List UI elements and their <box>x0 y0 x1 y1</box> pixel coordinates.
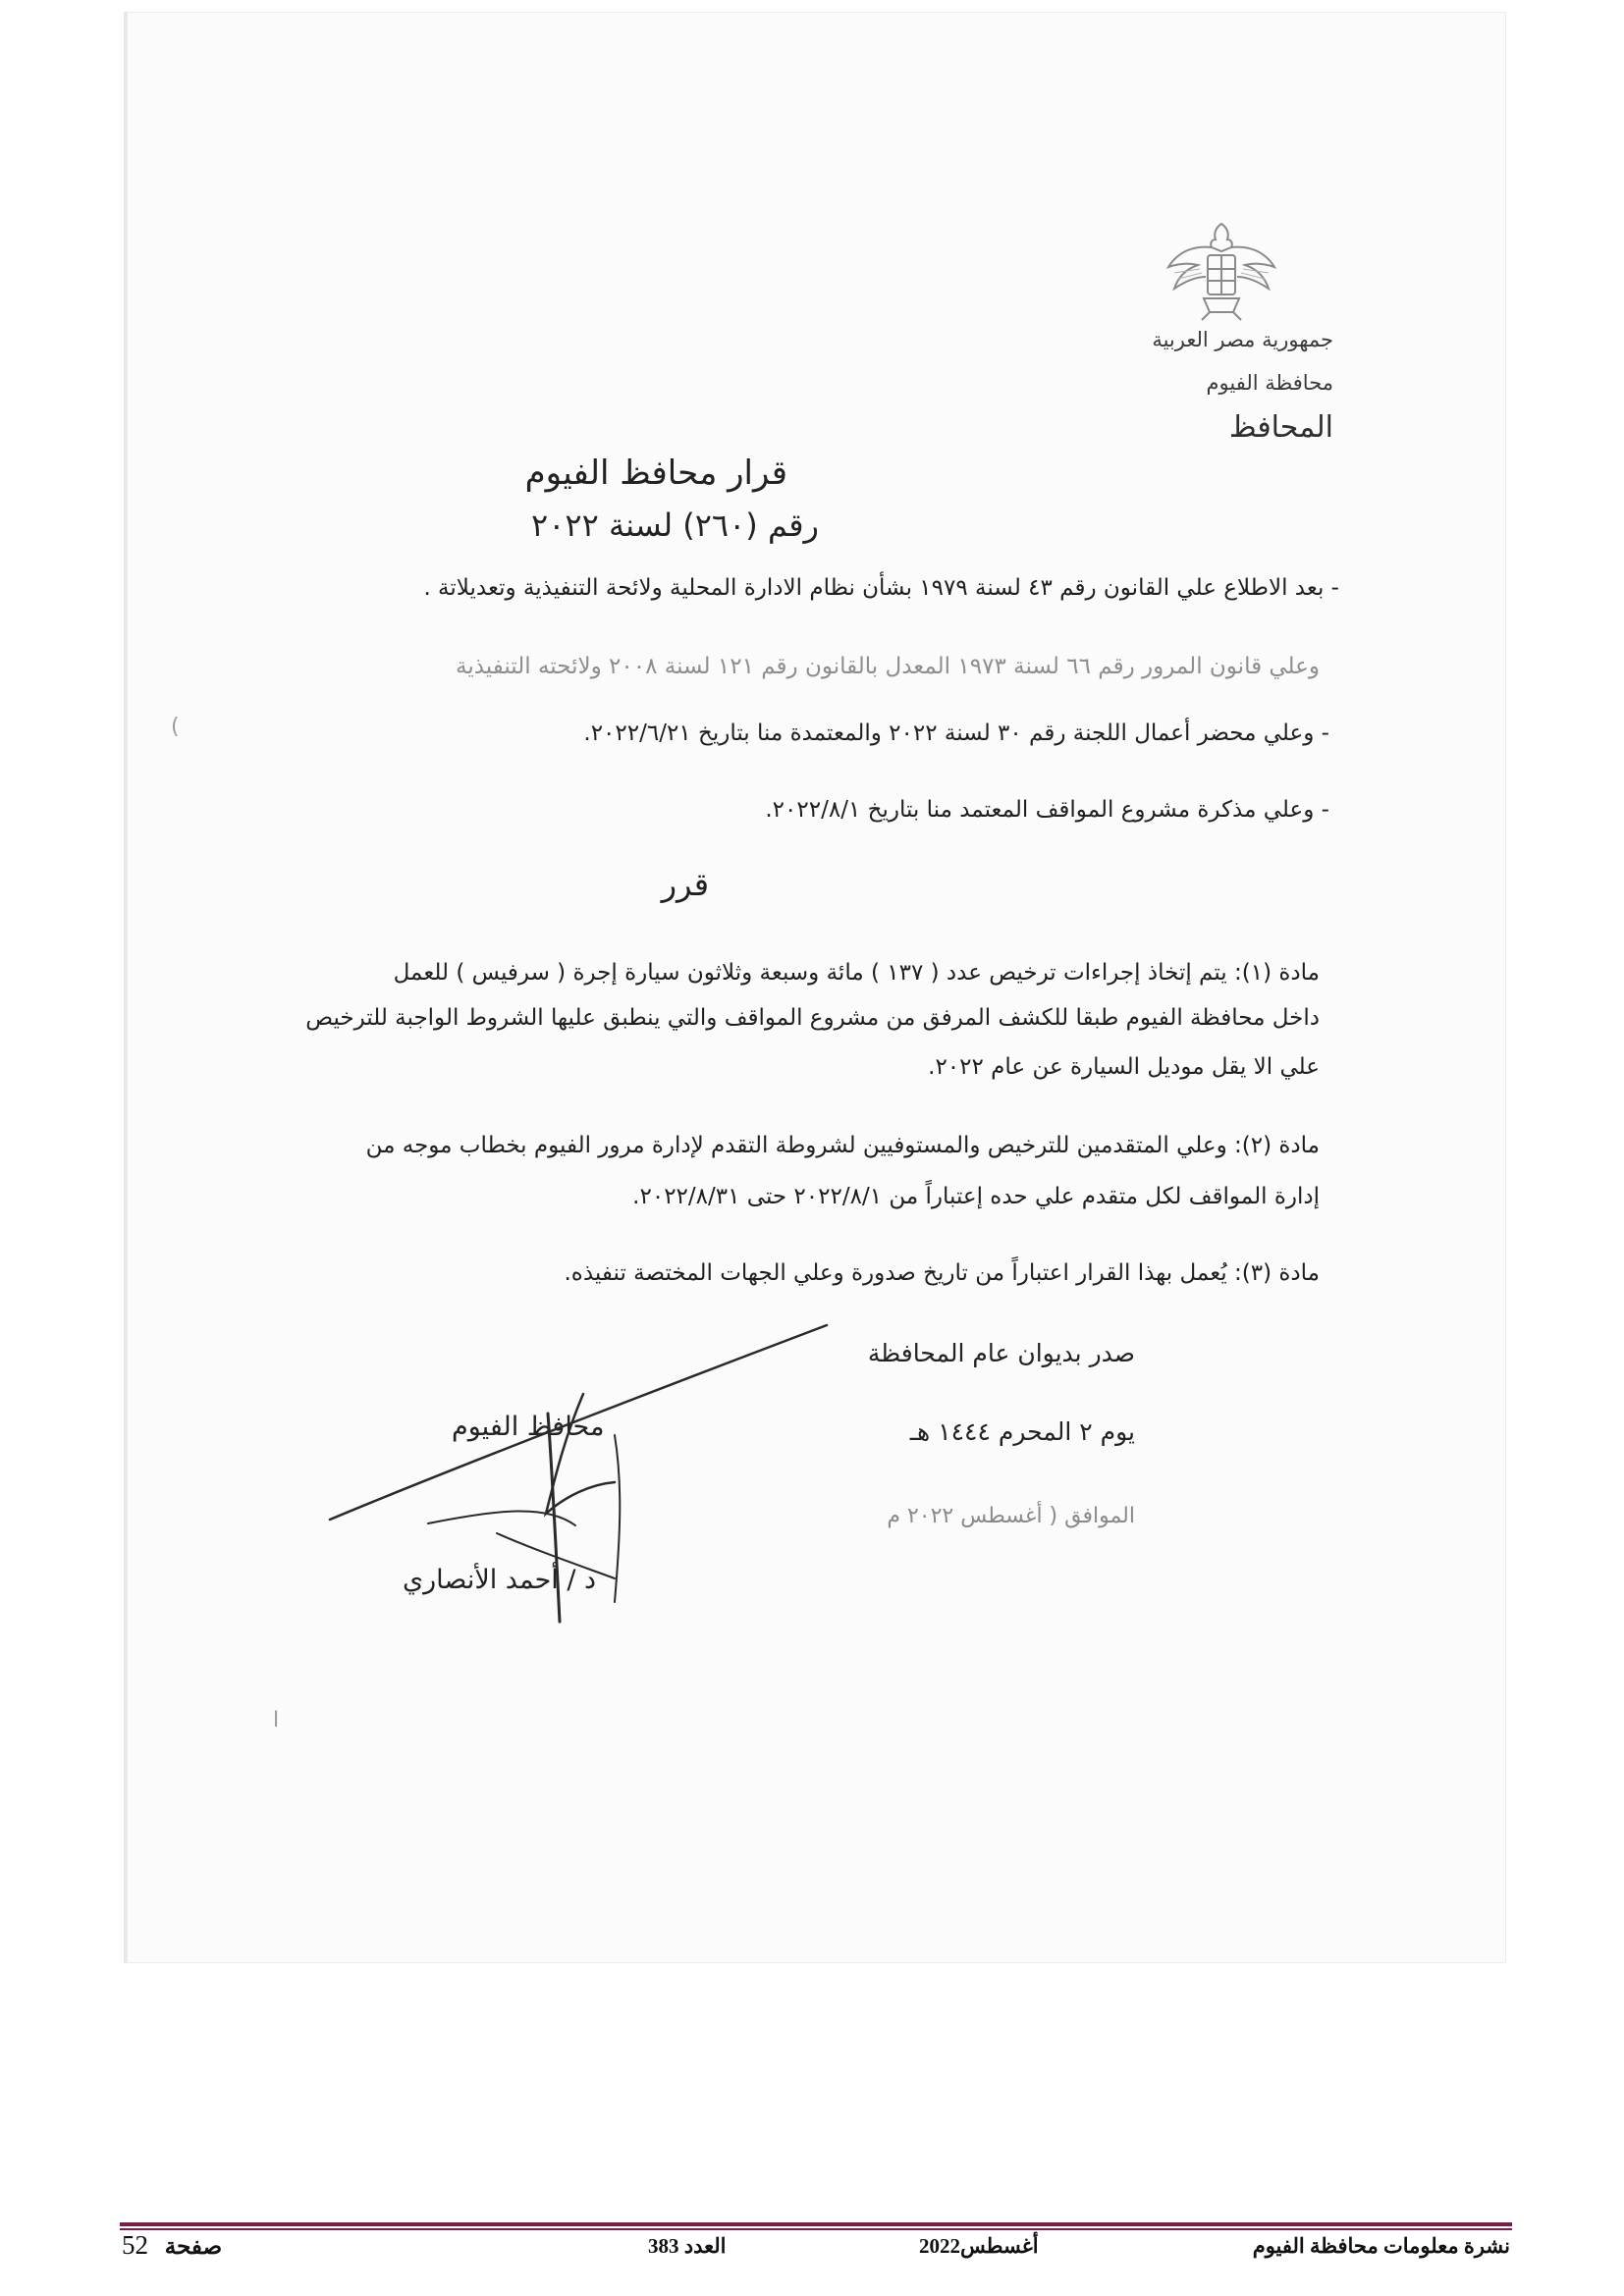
handwritten-signature <box>320 1317 870 1631</box>
article-line: إدارة المواقف لكل متقدم علي حده إعتباراً من ٢٠٢٢/٨/١ حتى ٢٠٢٢/٨/٣١. <box>632 1184 1320 1209</box>
margin-mark: ( <box>171 715 180 739</box>
scanned-document <box>124 12 1506 1963</box>
signatory-title: محافظ الفيوم <box>452 1412 605 1442</box>
header-republic: جمهورية مصر العربية <box>1152 328 1333 351</box>
preamble-line: - وعلي محضر أعمال اللجنة رقم ٣٠ لسنة ٢٠٢٢ والمعتمدة منا بتاريخ ٢٠٢٢/٦/٢١. <box>583 721 1329 746</box>
article-line: مادة (٢): وعلي المتقدمين للترخيص والمستوفيين لشروطة التقدم لإدارة مرور الفيوم بخطاب موجه من <box>365 1133 1320 1158</box>
margin-mark: ا <box>273 1708 280 1733</box>
footer-rule <box>120 2228 1512 2230</box>
article-line: علي الا يقل موديل السيارة عن عام ٢٠٢٢. <box>928 1054 1320 1080</box>
scan-edge <box>124 12 128 1963</box>
footer-page-number: 52 <box>122 2230 148 2260</box>
article-line: مادة (٣): يُعمل بهذا القرار اعتباراً من تاريخ صدورة وعلي الجهات المختصة تنفيذه. <box>564 1260 1320 1286</box>
gregorian-date: الموافق ( أغسطس ٢٠٢٢ م <box>887 1504 1135 1528</box>
preamble-line: - بعد الاطلاع علي القانون رقم ٤٣ لسنة ١٩٧٩ بشأن نظام الادارة المحلية ولائحة التنفيذية وتعديلاتة . <box>423 575 1339 601</box>
footer-bulletin-title: نشرة معلومات محافظة الفيوم <box>1252 2234 1510 2258</box>
footer-rule <box>120 2222 1512 2226</box>
decree-title: قرار محافظ الفيوم <box>524 454 787 493</box>
signatory-name: د / أحمد الأنصاري <box>403 1565 597 1595</box>
eagle-emblem-icon <box>1164 218 1278 324</box>
header-governorate: محافظة الفيوم <box>1206 371 1333 395</box>
issued-at: صدر بديوان عام المحافظة <box>867 1339 1135 1367</box>
article-line: داخل محافظة الفيوم طبقا للكشف المرفق من مشروع المواقف والتي ينطبق عليها الشروط الواجبة للترخيص <box>305 1005 1320 1031</box>
decides-heading: قرر <box>661 866 709 903</box>
footer-month: أغسطس2022 <box>919 2234 1039 2258</box>
article-line: مادة (١): يتم إتخاذ إجراءات ترخيص عدد ( ١٣٧ ) مائة وسبعة وثلاثون سيارة إجرة ( سرفيس ) للعمل <box>393 960 1320 986</box>
header-governor-office: المحافظ <box>1228 410 1333 445</box>
decree-number: رقم (٢٦٠) لسنة ٢٠٢٢ <box>531 507 819 544</box>
preamble-line: وعلي قانون المرور رقم ٦٦ لسنة ١٩٧٣ المعدل بالقانون رقم ١٢١ لسنة ٢٠٠٨ ولائحته التنفيذية <box>455 654 1320 679</box>
preamble-line: - وعلي مذكرة مشروع المواقف المعتمد منا بتاريخ ٢٠٢٢/٨/١. <box>765 797 1329 823</box>
footer-page <box>122 2230 222 2261</box>
footer-issue: العدد 383 <box>648 2234 727 2258</box>
hijri-date: يوم ٢ المحرم ١٤٤٤ هـ <box>909 1417 1135 1446</box>
footer-page-label: صفحة <box>164 2234 223 2259</box>
